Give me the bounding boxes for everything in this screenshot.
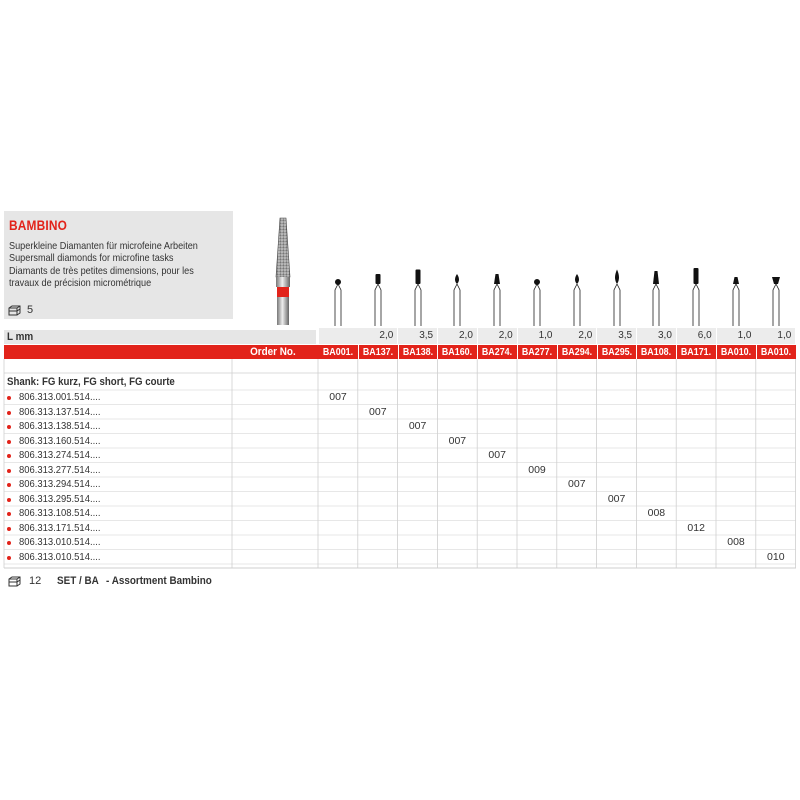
assortment-quantity: 12: [29, 575, 42, 587]
size-value: 009: [528, 463, 546, 476]
order-code: BA295.: [601, 346, 632, 358]
length-value: 2,0: [478, 328, 517, 344]
length-value: 3,5: [398, 328, 437, 344]
product-title: BAMBINO: [9, 217, 68, 233]
article-number: 806.313.295.514....: [19, 492, 101, 505]
bullet-icon: [7, 411, 11, 415]
bullet-icon: [7, 396, 11, 400]
order-code: BA137.: [362, 346, 393, 358]
article-number: 806.313.160.514....: [19, 434, 101, 447]
bullet-icon: [7, 512, 11, 516]
length-value: 2,0: [438, 328, 477, 344]
length-value: 1,0: [756, 328, 795, 344]
size-value: 008: [647, 507, 666, 519]
order-code: BA277.: [521, 346, 553, 358]
article-number: 806.313.137.514....: [19, 405, 101, 418]
size-value: 007: [568, 478, 586, 490]
order-code: BA001.: [322, 346, 354, 358]
article-number: 806.313.108.514....: [19, 507, 101, 519]
table-row: [7, 493, 307, 507]
article-number: 806.313.138.514....: [19, 420, 101, 432]
package-icon: [8, 576, 21, 587]
table-row: [7, 435, 307, 449]
order-code: BA171.: [681, 346, 712, 358]
size-value: 010: [767, 550, 785, 563]
assortment-set: [57, 575, 212, 587]
bullet-icon: [7, 527, 11, 531]
assortment-footer: [8, 575, 229, 587]
article-number: 806.313.001.514....: [19, 391, 101, 403]
table-row: [7, 478, 307, 492]
order-code: BA160.: [442, 346, 473, 358]
table-row: [7, 420, 307, 434]
bullet-icon: [7, 425, 11, 429]
table-row: [7, 551, 307, 565]
bullet-icon: [7, 541, 11, 545]
set-code: SET / BA: [57, 575, 100, 587]
order-number-label: Order No.: [250, 346, 296, 358]
length-value: 2,0: [358, 328, 397, 344]
order-code: BA294.: [561, 346, 592, 358]
order-code: BA010.: [720, 346, 752, 358]
length-value: 1,0: [518, 328, 557, 344]
size-value: 008: [727, 536, 745, 548]
table-row: [7, 507, 307, 521]
set-name: - Assortment Bambino: [106, 575, 213, 587]
table-row: [7, 449, 307, 463]
description-line: Superkleine Diamanten für microfeine Arbeiten: [9, 240, 198, 252]
size-value: 007: [607, 492, 626, 505]
size-value: 007: [448, 434, 467, 447]
bullet-icon: [7, 483, 11, 487]
table-row: [7, 464, 307, 478]
bullet-icon: [7, 498, 11, 502]
article-number: 806.313.171.514....: [19, 521, 101, 534]
bullet-icon: [7, 454, 11, 458]
article-number: 806.313.010.514....: [19, 536, 101, 548]
description-line: Supersmall diamonds for microfine tasks: [9, 252, 174, 265]
length-value: 2,0: [557, 328, 596, 344]
bullet-icon: [7, 440, 11, 444]
table-row: [7, 406, 307, 420]
article-number: 806.313.294.514....: [19, 478, 101, 490]
length-value: 6,0: [677, 328, 716, 344]
article-number: 806.313.010.514....: [19, 550, 101, 563]
size-value: 007: [369, 405, 387, 418]
order-code: BA138.: [402, 346, 433, 358]
table-row: [7, 522, 307, 536]
table-row: [7, 391, 307, 405]
description-line: travaux de précision micrométrique: [9, 277, 152, 290]
length-value: 3,5: [597, 328, 636, 344]
size-value: 007: [488, 449, 506, 461]
order-code: BA108.: [641, 346, 672, 358]
length-value: 1,0: [717, 328, 756, 344]
size-value: 007: [329, 391, 347, 403]
bullet-icon: [7, 556, 11, 560]
table-row: [7, 536, 307, 550]
pack-quantity-value: 5: [27, 304, 34, 316]
shank-header: Shank: FG kurz, FG short, FG courte: [7, 376, 175, 388]
article-number: 806.313.277.514....: [19, 463, 101, 476]
length-value: 3,0: [637, 328, 676, 344]
order-code: BA010.: [760, 346, 791, 358]
size-value: 007: [408, 420, 427, 432]
order-code: BA274.: [482, 346, 513, 358]
length-label: L mm: [7, 331, 34, 343]
article-number: 806.313.274.514....: [19, 449, 101, 461]
bullet-icon: [7, 469, 11, 473]
size-value: 012: [687, 521, 705, 534]
description-line: Diamants de très petites dimensions, pour les: [9, 264, 194, 277]
